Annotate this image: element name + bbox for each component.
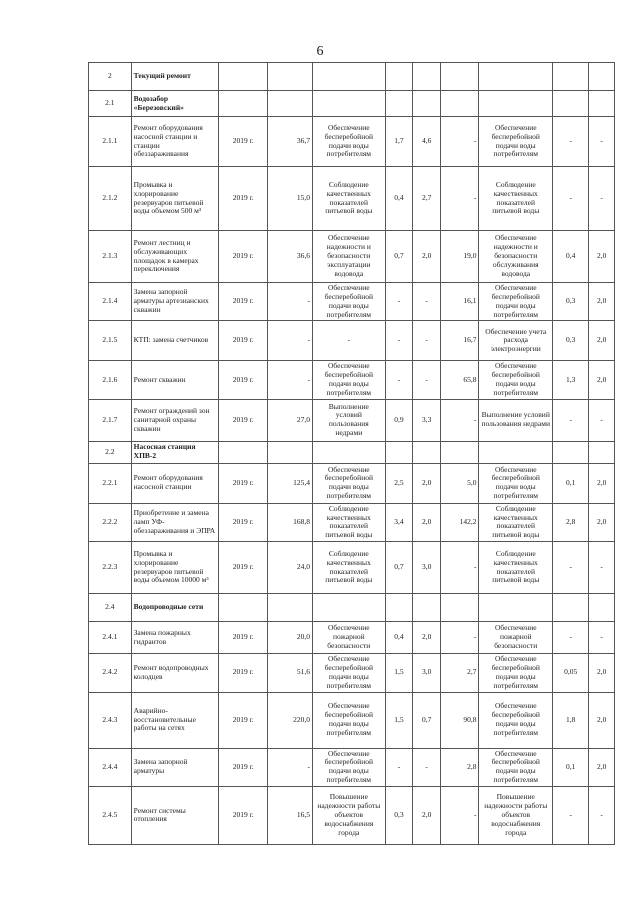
cost-cell: 125,4 bbox=[268, 463, 313, 503]
value-d-cell: 0,1 bbox=[553, 463, 589, 503]
cost-cell: 24,0 bbox=[268, 542, 313, 594]
empty-cell bbox=[385, 594, 413, 622]
year-cell: 2019 г. bbox=[219, 321, 268, 361]
empty-cell bbox=[413, 91, 441, 117]
effect2-cell: Обеспечение бесперебойной подачи воды потребителям bbox=[479, 748, 553, 786]
year-cell: 2019 г. bbox=[219, 283, 268, 321]
value-e-cell: 2,0 bbox=[589, 463, 615, 503]
year-cell: 2019 г. bbox=[219, 654, 268, 692]
empty-cell bbox=[441, 594, 479, 622]
empty-cell bbox=[553, 91, 589, 117]
value-b-cell: 2,0 bbox=[413, 231, 441, 283]
table-row bbox=[89, 283, 615, 321]
item-number-cell: 2.4.4 bbox=[89, 748, 132, 786]
work-name-cell: КТП: замена счетчиков bbox=[131, 321, 218, 361]
table-row bbox=[89, 399, 615, 441]
empty-cell bbox=[479, 63, 553, 91]
work-name-cell: Замена запорной арматуры bbox=[131, 748, 218, 786]
section-number-cell: 2.2 bbox=[89, 441, 132, 463]
value-a-cell: 2,5 bbox=[385, 463, 413, 503]
empty-cell bbox=[589, 63, 615, 91]
item-number-cell: 2.1.6 bbox=[89, 361, 132, 399]
effect2-cell: Обеспечение учета расхода электроэнергии bbox=[479, 321, 553, 361]
value-a-cell: 1,7 bbox=[385, 117, 413, 167]
value-e-cell: 2,0 bbox=[589, 321, 615, 361]
section-number-cell: 2.4 bbox=[89, 594, 132, 622]
value-b-cell: 2,7 bbox=[413, 167, 441, 231]
item-number-cell: 2.1.4 bbox=[89, 283, 132, 321]
work-name-cell: Замена пожарных гидрантов bbox=[131, 622, 218, 654]
value-c-cell: - bbox=[441, 167, 479, 231]
table-row bbox=[89, 167, 615, 231]
value-e-cell: - bbox=[589, 622, 615, 654]
value-e-cell: 2,0 bbox=[589, 231, 615, 283]
empty-cell bbox=[589, 91, 615, 117]
effect2-cell: Обеспечение пожарной безопасности bbox=[479, 622, 553, 654]
effect-cell: Обеспечение пожарной безопасности bbox=[313, 622, 386, 654]
effect-cell: Соблюдение качественных показателей питьевой воды bbox=[313, 542, 386, 594]
value-b-cell: 2,0 bbox=[413, 503, 441, 541]
value-b-cell: 3,0 bbox=[413, 542, 441, 594]
value-b-cell: - bbox=[413, 748, 441, 786]
empty-cell bbox=[479, 441, 553, 463]
value-d-cell: 0,3 bbox=[553, 283, 589, 321]
effect-cell: Обеспечение бесперебойной подачи воды потребителям bbox=[313, 463, 386, 503]
value-c-cell: 19,0 bbox=[441, 231, 479, 283]
empty-cell bbox=[385, 441, 413, 463]
value-c-cell: 16,7 bbox=[441, 321, 479, 361]
value-d-cell: 0,05 bbox=[553, 654, 589, 692]
year-cell: 2019 г. bbox=[219, 503, 268, 541]
value-d-cell: - bbox=[553, 622, 589, 654]
empty-cell bbox=[268, 441, 313, 463]
empty-cell bbox=[589, 441, 615, 463]
effect-cell: - bbox=[313, 321, 386, 361]
empty-cell bbox=[268, 594, 313, 622]
table-row bbox=[89, 503, 615, 541]
value-b-cell: 4,6 bbox=[413, 117, 441, 167]
section-row bbox=[89, 441, 615, 463]
value-b-cell: - bbox=[413, 361, 441, 399]
empty-cell bbox=[553, 441, 589, 463]
section-title-cell: Насосная станция ХПВ-2 bbox=[131, 441, 218, 463]
value-d-cell: - bbox=[553, 399, 589, 441]
empty-cell bbox=[268, 63, 313, 91]
table-row bbox=[89, 692, 615, 748]
effect-cell: Обеспечение бесперебойной подачи воды потребителям bbox=[313, 692, 386, 748]
empty-cell bbox=[313, 63, 386, 91]
table-row bbox=[89, 463, 615, 503]
value-d-cell: - bbox=[553, 167, 589, 231]
year-cell: 2019 г. bbox=[219, 622, 268, 654]
year-cell: 2019 г. bbox=[219, 399, 268, 441]
effect-cell: Обеспечение бесперебойной подачи воды потребителям bbox=[313, 283, 386, 321]
value-a-cell: 0,9 bbox=[385, 399, 413, 441]
value-a-cell: 3,4 bbox=[385, 503, 413, 541]
cost-cell: 20,0 bbox=[268, 622, 313, 654]
value-d-cell: - bbox=[553, 786, 589, 844]
cost-cell: 36,7 bbox=[268, 117, 313, 167]
cost-cell: 27,0 bbox=[268, 399, 313, 441]
cost-cell: 51,6 bbox=[268, 654, 313, 692]
value-a-cell: - bbox=[385, 283, 413, 321]
empty-cell bbox=[441, 63, 479, 91]
work-name-cell: Ремонт скважин bbox=[131, 361, 218, 399]
item-number-cell: 2.1.1 bbox=[89, 117, 132, 167]
effect-cell: Обеспечение бесперебойной подачи воды потребителям bbox=[313, 654, 386, 692]
year-cell: 2019 г. bbox=[219, 748, 268, 786]
effect-cell: Соблюдение качественных показателей питьевой воды bbox=[313, 167, 386, 231]
empty-cell bbox=[219, 63, 268, 91]
value-b-cell: 2,0 bbox=[413, 622, 441, 654]
work-name-cell: Ремонт ограждений зон санитарной охраны скважин bbox=[131, 399, 218, 441]
value-a-cell: 0,7 bbox=[385, 542, 413, 594]
value-c-cell: 90,8 bbox=[441, 692, 479, 748]
value-d-cell: 0,1 bbox=[553, 748, 589, 786]
empty-cell bbox=[479, 91, 553, 117]
effect2-cell: Обеспечение бесперебойной подачи воды потребителям bbox=[479, 654, 553, 692]
value-b-cell: 2,0 bbox=[413, 786, 441, 844]
item-number-cell: 2.1.7 bbox=[89, 399, 132, 441]
value-b-cell: - bbox=[413, 321, 441, 361]
empty-cell bbox=[268, 91, 313, 117]
item-number-cell: 2.2.2 bbox=[89, 503, 132, 541]
effect2-cell: Обеспечение бесперебойной подачи воды потребителям bbox=[479, 463, 553, 503]
table-row bbox=[89, 786, 615, 844]
empty-cell bbox=[313, 594, 386, 622]
work-name-cell: Замена запорной арматуры артезианских скважин bbox=[131, 283, 218, 321]
empty-cell bbox=[219, 441, 268, 463]
effect2-cell: Выполнение условий пользования недрами bbox=[479, 399, 553, 441]
table-row bbox=[89, 117, 615, 167]
effect2-cell: Обеспечение надежности и безопасности обслуживания водовода bbox=[479, 231, 553, 283]
empty-cell bbox=[313, 91, 386, 117]
cost-cell: - bbox=[268, 321, 313, 361]
effect2-cell: Обеспечение бесперебойной подачи воды потребителям bbox=[479, 117, 553, 167]
value-e-cell: 2,0 bbox=[589, 361, 615, 399]
value-e-cell: - bbox=[589, 399, 615, 441]
empty-cell bbox=[479, 594, 553, 622]
value-c-cell: - bbox=[441, 117, 479, 167]
effect-cell: Обеспечение бесперебойной подачи воды потребителям bbox=[313, 117, 386, 167]
value-a-cell: 1,5 bbox=[385, 692, 413, 748]
empty-cell bbox=[219, 594, 268, 622]
value-e-cell: 2,0 bbox=[589, 748, 615, 786]
value-c-cell: 142,2 bbox=[441, 503, 479, 541]
table-row bbox=[89, 542, 615, 594]
value-c-cell: 65,8 bbox=[441, 361, 479, 399]
value-d-cell: 1,3 bbox=[553, 361, 589, 399]
work-name-cell: Промывка и хлорирование резервуаров питьевой воды объемом 500 м³ bbox=[131, 167, 218, 231]
work-name-cell: Промывка и хлорирование резервуаров питьевой воды объемом 10000 м³ bbox=[131, 542, 218, 594]
cost-cell: 15,0 bbox=[268, 167, 313, 231]
section-row bbox=[89, 594, 615, 622]
section-number-cell: 2 bbox=[89, 63, 132, 91]
item-number-cell: 2.1.2 bbox=[89, 167, 132, 231]
work-name-cell: Ремонт лестниц и обслуживающих площадок в камерах переключения bbox=[131, 231, 218, 283]
work-name-cell: Ремонт оборудования насосной станции bbox=[131, 463, 218, 503]
work-name-cell: Приобретение и замена ламп УФ-обеззараживания и ЭПРА bbox=[131, 503, 218, 541]
year-cell: 2019 г. bbox=[219, 231, 268, 283]
table-row bbox=[89, 622, 615, 654]
value-b-cell: 0,7 bbox=[413, 692, 441, 748]
work-name-cell: Аварийно-восстановительные работы на сетях bbox=[131, 692, 218, 748]
value-e-cell: - bbox=[589, 167, 615, 231]
item-number-cell: 2.4.5 bbox=[89, 786, 132, 844]
value-a-cell: - bbox=[385, 321, 413, 361]
value-b-cell: - bbox=[413, 283, 441, 321]
item-number-cell: 2.4.2 bbox=[89, 654, 132, 692]
empty-cell bbox=[385, 91, 413, 117]
value-b-cell: 3,3 bbox=[413, 399, 441, 441]
value-d-cell: 0,4 bbox=[553, 231, 589, 283]
cost-cell: 220,0 bbox=[268, 692, 313, 748]
value-e-cell: - bbox=[589, 786, 615, 844]
item-number-cell: 2.2.3 bbox=[89, 542, 132, 594]
item-number-cell: 2.1.3 bbox=[89, 231, 132, 283]
effect2-cell: Обеспечение бесперебойной подачи воды потребителям bbox=[479, 283, 553, 321]
value-d-cell: 0,3 bbox=[553, 321, 589, 361]
item-number-cell: 2.4.3 bbox=[89, 692, 132, 748]
effect2-cell: Повышение надежности работы объектов водоснабжения города bbox=[479, 786, 553, 844]
work-name-cell: Ремонт водопроводных колодцев bbox=[131, 654, 218, 692]
value-c-cell: - bbox=[441, 542, 479, 594]
empty-cell bbox=[413, 594, 441, 622]
value-d-cell: 2,8 bbox=[553, 503, 589, 541]
table-row bbox=[89, 231, 615, 283]
year-cell: 2019 г. bbox=[219, 167, 268, 231]
year-cell: 2019 г. bbox=[219, 463, 268, 503]
value-c-cell: - bbox=[441, 399, 479, 441]
item-number-cell: 2.4.1 bbox=[89, 622, 132, 654]
section-number-cell: 2.1 bbox=[89, 91, 132, 117]
value-c-cell: 2,7 bbox=[441, 654, 479, 692]
work-name-cell: Ремонт оборудования насосной станции и станции обеззараживания bbox=[131, 117, 218, 167]
effect-cell: Повышение надежности работы объектов водоснабжения города bbox=[313, 786, 386, 844]
empty-cell bbox=[553, 594, 589, 622]
value-a-cell: 1,5 bbox=[385, 654, 413, 692]
value-c-cell: - bbox=[441, 622, 479, 654]
page-number: 6 bbox=[316, 44, 324, 59]
value-c-cell: 2,8 bbox=[441, 748, 479, 786]
effect-cell: Обеспечение бесперебойной подачи воды потребителям bbox=[313, 361, 386, 399]
empty-cell bbox=[219, 91, 268, 117]
table-row bbox=[89, 321, 615, 361]
item-number-cell: 2.1.5 bbox=[89, 321, 132, 361]
value-e-cell: 2,0 bbox=[589, 692, 615, 748]
empty-cell bbox=[413, 63, 441, 91]
value-d-cell: - bbox=[553, 117, 589, 167]
cost-cell: - bbox=[268, 361, 313, 399]
value-c-cell: 16,1 bbox=[441, 283, 479, 321]
value-a-cell: - bbox=[385, 361, 413, 399]
value-a-cell: 0,7 bbox=[385, 231, 413, 283]
empty-cell bbox=[413, 441, 441, 463]
empty-cell bbox=[385, 63, 413, 91]
value-e-cell: 2,0 bbox=[589, 503, 615, 541]
value-e-cell: 2,0 bbox=[589, 654, 615, 692]
value-e-cell: 2,0 bbox=[589, 283, 615, 321]
value-d-cell: 1,8 bbox=[553, 692, 589, 748]
value-c-cell: 5,0 bbox=[441, 463, 479, 503]
section-title-cell: Водозабор «Березовский» bbox=[131, 91, 218, 117]
effect2-cell: Соблюдение качественных показателей питьевой воды bbox=[479, 542, 553, 594]
value-c-cell: - bbox=[441, 786, 479, 844]
cost-cell: - bbox=[268, 283, 313, 321]
effect-cell: Соблюдение качественных показателей питьевой воды bbox=[313, 503, 386, 541]
value-a-cell: 0,4 bbox=[385, 622, 413, 654]
table-row bbox=[89, 748, 615, 786]
cost-cell: 36,6 bbox=[268, 231, 313, 283]
empty-cell bbox=[441, 441, 479, 463]
value-a-cell: 0,3 bbox=[385, 786, 413, 844]
value-a-cell: - bbox=[385, 748, 413, 786]
effect2-cell: Обеспечение бесперебойной подачи воды потребителям bbox=[479, 692, 553, 748]
value-e-cell: - bbox=[589, 117, 615, 167]
value-b-cell: 2,0 bbox=[413, 463, 441, 503]
section-row bbox=[89, 63, 615, 91]
table-row bbox=[89, 361, 615, 399]
section-title-cell: Водопроводные сети bbox=[131, 594, 218, 622]
cost-cell: 16,5 bbox=[268, 786, 313, 844]
year-cell: 2019 г. bbox=[219, 692, 268, 748]
item-number-cell: 2.2.1 bbox=[89, 463, 132, 503]
value-b-cell: 3,0 bbox=[413, 654, 441, 692]
empty-cell bbox=[441, 91, 479, 117]
year-cell: 2019 г. bbox=[219, 542, 268, 594]
year-cell: 2019 г. bbox=[219, 786, 268, 844]
effect-cell: Выполнение условий пользования недрами bbox=[313, 399, 386, 441]
empty-cell bbox=[589, 594, 615, 622]
value-d-cell: - bbox=[553, 542, 589, 594]
year-cell: 2019 г. bbox=[219, 117, 268, 167]
empty-cell bbox=[313, 441, 386, 463]
table-row bbox=[89, 654, 615, 692]
effect-cell: Обеспечение бесперебойной подачи воды потребителям bbox=[313, 748, 386, 786]
empty-cell bbox=[553, 63, 589, 91]
section-title-cell: Текущий ремонт bbox=[131, 63, 218, 91]
cost-cell: 168,8 bbox=[268, 503, 313, 541]
repair-plan-table bbox=[88, 62, 615, 845]
work-name-cell: Ремонт системы отопления bbox=[131, 786, 218, 844]
value-e-cell: - bbox=[589, 542, 615, 594]
cost-cell: - bbox=[268, 748, 313, 786]
effect-cell: Обеспечение надежности и безопасности эксплуатации водовода bbox=[313, 231, 386, 283]
value-a-cell: 0,4 bbox=[385, 167, 413, 231]
effect2-cell: Обеспечение бесперебойной подачи воды потребителям bbox=[479, 361, 553, 399]
year-cell: 2019 г. bbox=[219, 361, 268, 399]
effect2-cell: Соблюдение качественных показателей питьевой воды bbox=[479, 503, 553, 541]
effect2-cell: Соблюдение качественных показателей питьевой воды bbox=[479, 167, 553, 231]
section-row bbox=[89, 91, 615, 117]
